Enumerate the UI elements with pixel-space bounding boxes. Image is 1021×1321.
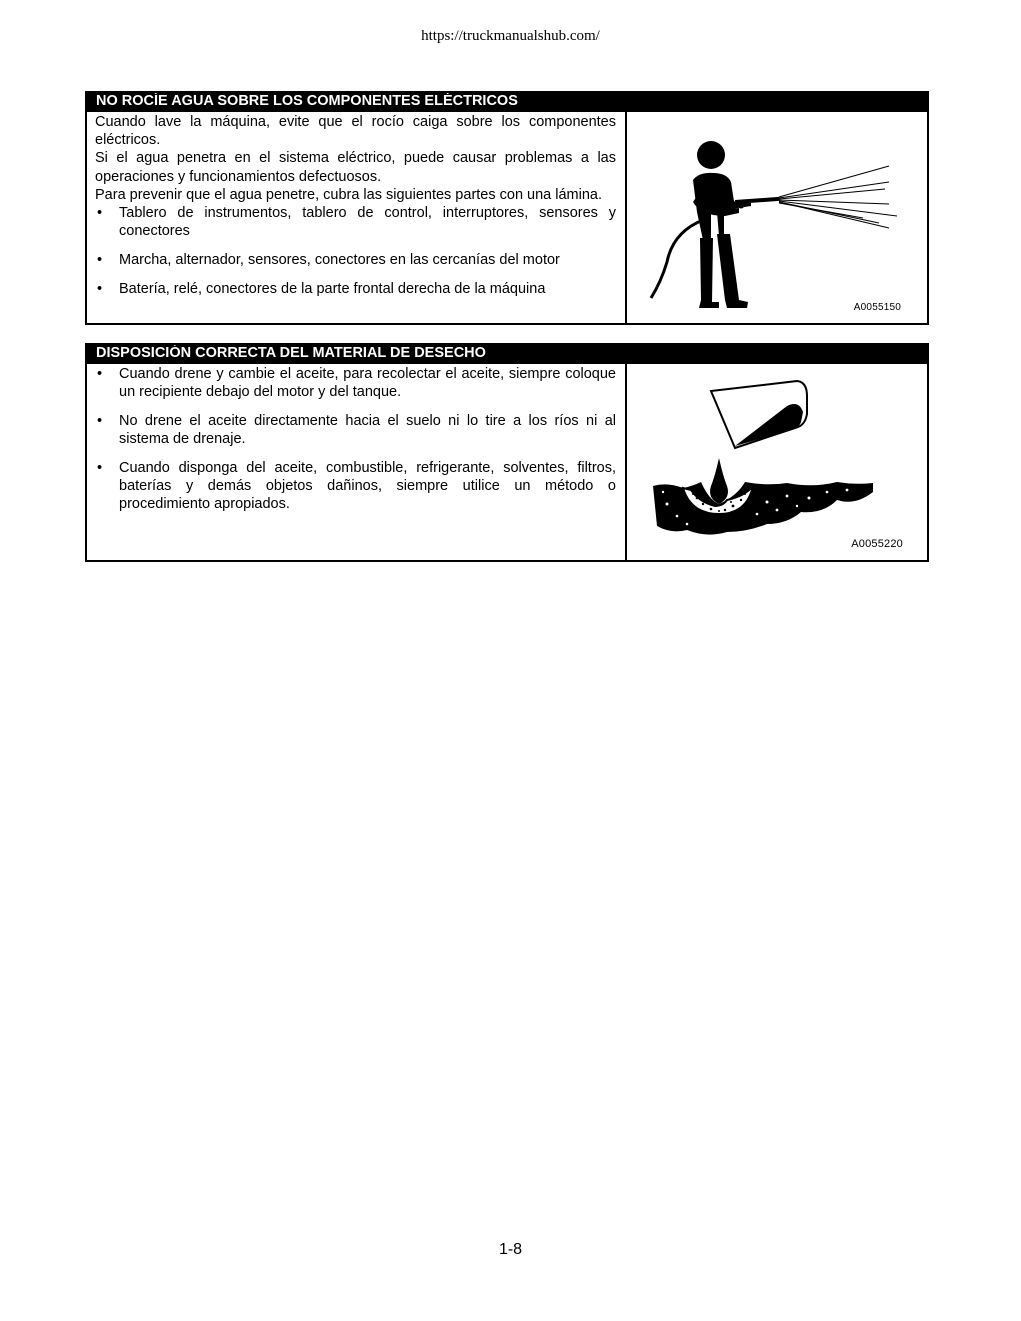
header-url: https://truckmanualshub.com/ (421, 28, 600, 44)
bullet-dot: • (97, 205, 103, 222)
section-title: NO ROCÍE AGUA SOBRE LOS COMPONENTES ELÉCTRICOS (87, 93, 927, 112)
section-electrical-water (85, 91, 929, 325)
figure-washing-machine (627, 112, 927, 325)
section-text (87, 364, 627, 562)
list-item (95, 280, 616, 298)
list-item-text: Batería, relé, conectores de la parte frontal derecha de la máquina (119, 280, 546, 297)
bullet-dot: • (97, 251, 103, 268)
list-item (95, 459, 616, 514)
list-item-text: Tablero de instrumentos, tablero de control, interruptores, sensores y conectores (119, 205, 616, 240)
paragraph: Si el agua penetra en el sistema eléctrico, puede causar problemas a las operaciones y funcionamientos defectuosos. (95, 150, 616, 185)
paragraph: Para prevenir que el agua penetre, cubra las siguientes partes con una lámina. (95, 186, 603, 203)
list-item (95, 251, 616, 269)
section-title: DISPOSICIÓN CORRECTA DEL MATERIAL DE DESECHO (87, 345, 927, 364)
person-spraying-water-illustration (627, 112, 927, 325)
section-text (87, 112, 627, 325)
bullet-dot: • (97, 459, 103, 476)
list-item-text: Cuando disponga del aceite, combustible, refrigerante, solventes, filtros, baterías y demás objetos dañinos, siempre utilice un método o procedimiento apropiados. (119, 459, 616, 513)
bullet-list (95, 365, 616, 513)
section-body (87, 364, 927, 562)
list-item-text: No drene el aceite directamente hacia el suelo ni lo tire a los ríos ni al sistema de drenaje. (119, 412, 616, 448)
list-item (95, 204, 616, 240)
figure-oil-disposal (627, 364, 927, 562)
list-item (95, 412, 616, 448)
page-number: 1-8 (498, 1241, 523, 1258)
bullet-dot: • (97, 280, 103, 297)
oil-pouring-into-ground-illustration (627, 364, 927, 562)
bullet-dot: • (97, 366, 103, 382)
section-waste-disposal (85, 343, 929, 562)
list-item-text: Cuando drene y cambie el aceite, para recolectar el aceite, siempre coloque un recipiente debajo del motor y del tanque. (119, 366, 616, 401)
list-item-text: Marcha, alternador, sensores, conectores en las cercanías del motor (119, 251, 560, 268)
figure-code: A0055150 (853, 302, 901, 313)
paragraph: Cuando lave la máquina, evite que el rocío caiga sobre los componentes eléctricos. (95, 114, 616, 149)
bullet-dot: • (97, 412, 103, 429)
section-body (87, 112, 927, 325)
bullet-list (95, 204, 616, 298)
figure-code: A0055220 (851, 538, 903, 550)
list-item (95, 365, 616, 401)
